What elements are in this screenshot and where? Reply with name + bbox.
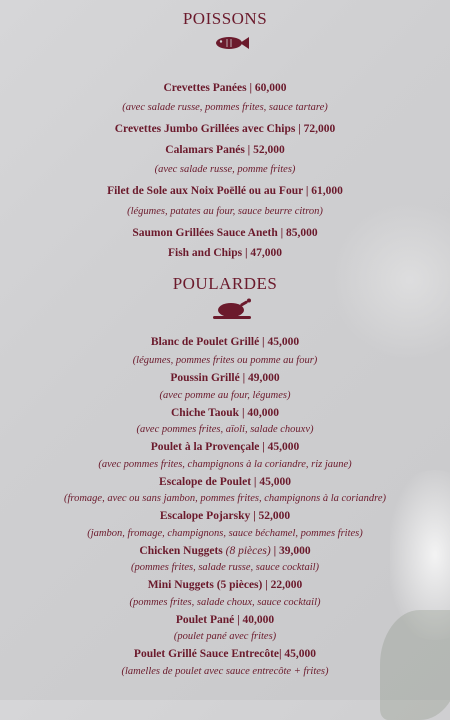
menu-item-piece-count: (8 pièces): [225, 545, 271, 557]
section-title-poulardes: POULARDES: [172, 274, 278, 293]
menu-item-poulet-provencale: Poulet à la Provençale | 45,000: [150, 441, 300, 453]
menu-item-description: (avec salade russe, pommes frites, sauce tartare): [122, 102, 328, 113]
menu-item-description: (avec pomme au four, légumes): [159, 390, 291, 401]
menu-item-poussin-grille: Poussin Grillé | 49,000: [170, 372, 280, 384]
section-title-poissons: POISSONS: [182, 9, 268, 28]
menu-item-blanc-de-poulet: Blanc de Poulet Grillé | 45,000: [150, 336, 300, 348]
menu-item-filet-de-sole: Filet de Sole aux Noix Poëllé ou au Four | 61,000: [107, 185, 343, 197]
menu-item-price: | 39,000: [270, 545, 311, 557]
menu-item-description: (légumes, patates au four, sauce beurre citron): [127, 206, 323, 217]
menu-item-saumon: Saumon Grillées Sauce Aneth | 85,000: [132, 227, 318, 239]
menu-item-description: (jambon, fromage, champignons, sauce béchamel, pommes frites): [87, 528, 363, 539]
roast-chicken-icon: [209, 298, 255, 320]
menu-item-fish-and-chips: Fish and Chips | 47,000: [167, 247, 283, 259]
menu-item-chiche-taouk: Chiche Taouk | 40,000: [171, 407, 279, 419]
menu-item-description: (avec pommes frites, aïoli, salade chouxv): [136, 424, 314, 435]
menu-item-description: (légumes, pommes frites ou pomme au four): [132, 355, 318, 366]
menu-item-mini-nuggets: Mini Nuggets (5 pièces) | 22,000: [147, 579, 303, 591]
fish-icon: [214, 36, 250, 50]
menu-item-poulet-sauce-entrecote: Poulet Grillé Sauce Entrecôte| 45,000: [133, 648, 317, 660]
menu-item-crevettes-panees: Crevettes Panées | 60,000: [163, 82, 287, 94]
menu-item-description: (avec salade russe, pomme frites): [154, 164, 296, 175]
menu-item-escalope-de-poulet: Escalope de Poulet | 45,000: [159, 476, 291, 488]
menu-item-description: (fromage, avec ou sans jambon, pommes frites, champignons à la coriandre): [63, 493, 387, 504]
menu-item-escalope-pojarsky: Escalope Pojarsky | 52,000: [159, 510, 291, 522]
menu-item-description: (lamelles de poulet avec sauce entrecôte + frites): [121, 666, 329, 677]
menu-item-crevettes-jumbo: Crevettes Jumbo Grillées avec Chips | 72,000: [114, 123, 336, 135]
menu-item-name: Chicken Nuggets: [139, 545, 226, 557]
menu-item-description: (pommes frites, salade russe, sauce cocktail): [130, 562, 320, 573]
menu-item-description: (poulet pané avec frites): [173, 631, 277, 642]
menu-item-poulet-pane: Poulet Pané | 40,000: [175, 614, 275, 626]
menu-item-calamars: Calamars Panés | 52,000: [165, 144, 285, 156]
menu-item-description: (pommes frites, salade choux, sauce cocktail): [129, 597, 321, 608]
menu-item-chicken-nuggets: [0, 544, 450, 558]
menu-item-description: (avec pommes frites, champignons à la coriandre, riz jaune): [98, 459, 352, 470]
